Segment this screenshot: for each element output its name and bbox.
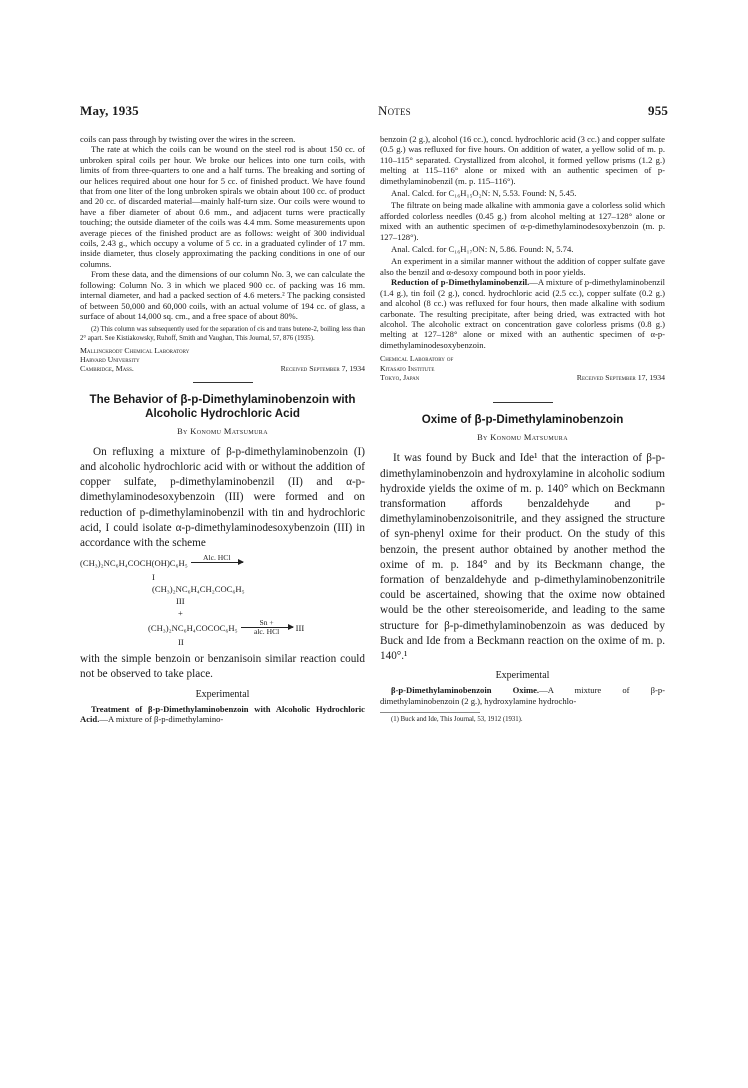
article-title: Oxime of β-p-Dimethylaminobenzoin	[421, 413, 624, 427]
received-date: Received September 17, 1934	[576, 372, 665, 382]
author-byline: By Konomu Matsumura	[177, 426, 268, 436]
author-byline: By Konomu Matsumura	[477, 433, 568, 443]
affiliation-line: Chemical Laboratory of	[380, 354, 454, 364]
received-date: Received September 7, 1934	[280, 364, 365, 374]
paragraph-text: —A mixture of p-dimethylaminobenzil (1.4 g.), tin foil (2 g.), concd. hydrochloric acid (2.5 cc.), copper sulfate (0.2 g.) and alcohol (8 cc.) was refluxed for four hours, then made alkaline with sodium carbonate. The resulting precipitate, after being dried, was extracted with hot alcohol. The alcoholic extract on concentration gave colorless prisms (0.8 g.) melting at 127–128° alone or mixed with an authentic specimen of α-p-dimethylaminodesoxybenzoin.	[380, 277, 665, 350]
reaction-arrow	[191, 554, 243, 571]
paragraph: benzoin (2 g.), alcohol (16 cc.), concd. hydrochloric acid (3 cc.) and copper sulfate (0.5 g.) was refluxed for five hours. On addition of water, a yellow solid of m. p. 110–115° separated. Crystallized from alcohol, it formed yellow prisms (1.2 g.) melting at 115–116° alone or mixed with an authentic specimen of p-dimethylaminobenzil (m. p. 115–116°).	[380, 134, 665, 186]
reaction-arrow	[241, 619, 293, 636]
body-paragraph: with the simple benzoin or benzanisoin similar reaction could not be observed to take place.	[80, 653, 365, 681]
compound-formula: (CH₃)₂NC₆H₄CH₂COC₆H₅	[152, 584, 245, 595]
section-divider	[193, 382, 253, 383]
footnote: (2) This column was subsequently used for the separation of cis and trans butene-2, boiling less than 2° apart. See Kistiakowsky, Ruhoff, Smith and Vaughan, This Journal, 57, 876 (1935).	[80, 326, 365, 342]
compound-formula: (CH₃)₂NC₆H₄COCH(OH)C₆H₅	[80, 557, 188, 568]
experimental-paragraph	[380, 685, 665, 706]
affiliation-city: Tokyo, Japan	[380, 372, 420, 382]
compound-number: II	[178, 637, 184, 648]
arrow-reagent: Alc. HCl	[203, 553, 231, 563]
page-number: 955	[648, 103, 669, 118]
arrow-line	[191, 562, 243, 563]
plus-sign: +	[178, 608, 183, 619]
footnote: (1) Buck and Ide, This Journal, 53, 1912 (1931).	[391, 716, 523, 723]
compound-number: III	[295, 622, 305, 633]
paragraph-text: —A mixture of β-p-dimethylaminobenzoin (2 g.), hydroxylamine hydrochlo-	[380, 685, 665, 706]
affiliation-line: Kitasato Institute	[380, 363, 435, 373]
paragraph: coils can pass through by twisting over the wires in the screen.	[80, 134, 296, 144]
experimental-paragraph	[80, 704, 365, 725]
affiliation-line: Mallinckrodt Chemical Laboratory	[80, 345, 190, 355]
running-head-date: May, 1935	[80, 103, 139, 118]
affiliation-received-row	[80, 364, 365, 373]
paragraph-lead: Treatment of β-p-Dimethylaminobenzoin with Alcoholic Hydrochloric Acid.	[80, 703, 365, 724]
body-paragraph: On refluxing a mixture of β-p-dimethylaminobenzoin (I) and alcoholic hydrochloric acid with or without the addition of copper sulfate, p-dimethylaminobenzil (II) and α-p-dimethylaminodesoxybenzoin (III) were formed and on reduction of p-dimethylaminobenzil with tin and hydrochloric acid, I could isolate α-p-dimethylaminodesoxybenzoin (III) in accordance with the scheme	[80, 445, 365, 549]
analysis-line: Anal. Calcd. for C₁₆H₁₇ON: N, 5.86. Found: N, 5.74.	[391, 244, 574, 255]
paragraph	[380, 277, 665, 350]
paragraph: An experiment in a similar manner without the addition of copper sulfate gave also the benzil and α-desoxy compound both in poor yields.	[380, 256, 665, 277]
affiliation-received-row	[380, 373, 665, 382]
section-divider	[493, 402, 553, 403]
paragraph: The rate at which the coils can be wound on the steel rod is about 150 cc. of unbroken spiral coils per hour. We broke our helices into one turn coils, with limits of from three-quarters to one and a half turns. The breaking and sorting of our helices required about one hour for 5 cc. of finished product. We have found that from one liter of the long unbroken spirals we obtain about 100 cc. of product and 20 cc. of discarded material—mainly half-turn size. Our coils were wound to have a fiber diameter of about 0.6 mm., and adjacent turns were practically touching; the outside diameter of the coils was 4.4 mm. Some measurements upon average pieces of the finished product are as follows: weight of 300 individual coils, 2.43 g., which occupy a volume of 5 cc. in a graduated cylinder of 17 mm. inside diameter, thus closely approximating the packing conditions in one of our columns.	[80, 144, 365, 269]
paragraph: The filtrate on being made alkaline with ammonia gave a colorless solid which afforded colorless needles (0.45 g.) from alcohol melting at 127–128° alone or mixed with an authentic specimen of α-p-dimethylaminodesoxybenzoin (m. p. 127–128°).	[380, 200, 665, 242]
scheme-row	[80, 619, 365, 636]
compound-number: III	[176, 596, 185, 607]
arrow-reagent: Sn +	[259, 618, 274, 628]
paragraph-lead: β-p-Dimethylaminobenzoin Oxime.	[391, 685, 540, 696]
article-title: The Behavior of β-p-Dimethylaminobenzoin with Alcoholic Hydrochloric Acid	[89, 392, 356, 420]
affiliation-city: Cambridge, Mass.	[80, 364, 134, 374]
affiliation-line: Harvard University	[80, 354, 140, 364]
compound-number: I	[152, 572, 155, 583]
analysis-line: Anal. Calcd. for C₁₆H₁₅O₂N: N, 5.53. Found: N, 5.45.	[391, 188, 577, 199]
paragraph-lead: Reduction of p-Dimethylaminobenzil.	[391, 277, 530, 288]
section-heading: Experimental	[495, 670, 550, 682]
running-head-section: Notes	[378, 103, 411, 118]
compound-formula: (CH₃)₂NC₆H₄COCOC₆H₅	[148, 622, 238, 633]
body-paragraph: It was found by Buck and Ide¹ that the interaction of β-p-dimethylaminobenzoin and hydroxylamine in alcoholic sodium hydroxide yields the oxime of m. p. 140° which on Beckmann transformation affords benzaldehyde and p-dimethylaminobenzoisonitrile, and they assigned the structure of syn-phenyl oxime for their product. On the study of this benzoin, the present author obtained by another method the oxime of m. p. 184° and by its Beckmann change, the formation of benzaldehyde and p-dimethylaminobenzonitrile could be ascertained, showing that the oxime now obtained would be the other stereoisomeride, and leading to the same structure for β-p-dimethylaminobenzoin as was deduced by Buck and Ide from a Beckmann reaction on the oxime of m. p. 140°.¹	[380, 452, 665, 662]
section-heading: Experimental	[195, 688, 250, 700]
paragraph-text: —A mixture of β-p-dimethylamino-	[99, 713, 224, 724]
scheme-row	[80, 554, 365, 571]
right-column	[380, 134, 665, 725]
paragraph: From these data, and the dimensions of our column No. 3, we can calculate the following: Column No. 3 in which we placed 900 cc. of packing was 16 mm. internal diameter, and had a packed section of 4.6 meters.² The packing consisted of between 50,000 and 60,000 coils, with an actual volume of 194 cc. of glass, a surface of about 14,000 sq. cm., and a free space of about 80%.	[80, 269, 365, 321]
arrow-line	[241, 627, 293, 628]
arrow-reagent: alc. HCl	[253, 627, 280, 637]
reaction-scheme	[80, 554, 365, 648]
left-column	[80, 134, 365, 724]
